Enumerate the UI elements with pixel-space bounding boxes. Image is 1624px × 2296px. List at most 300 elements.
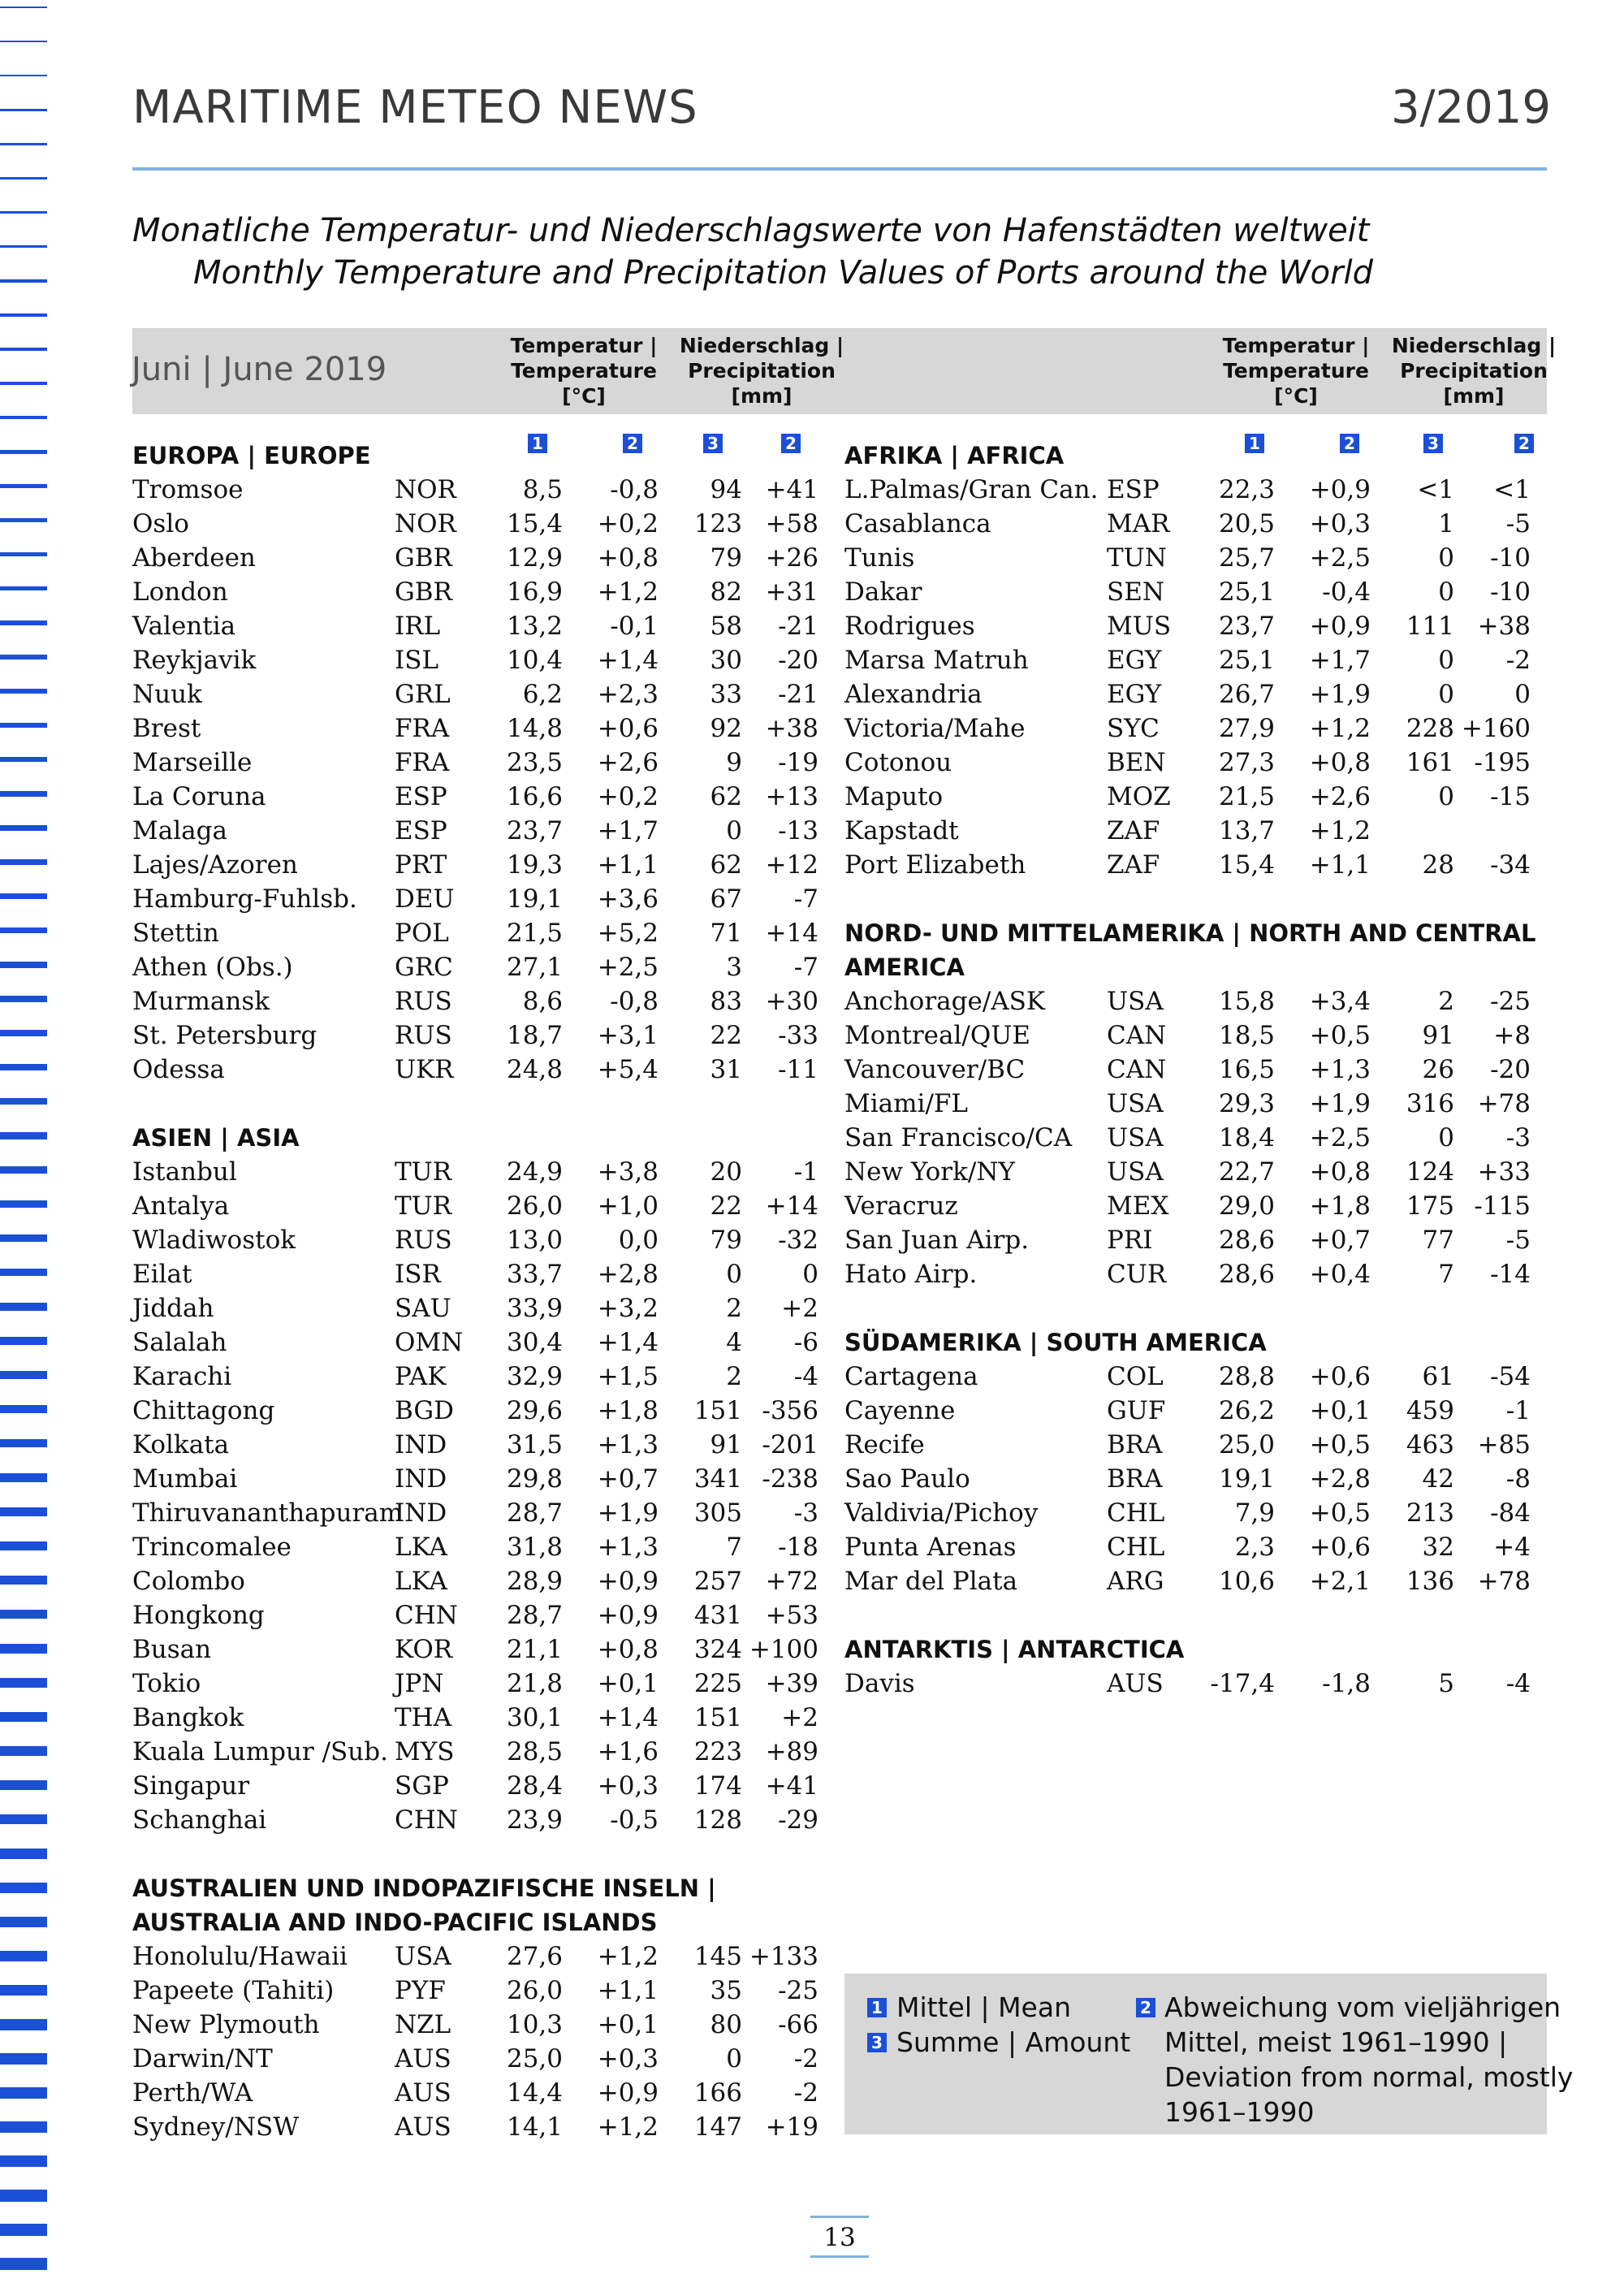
table-row [132,1223,818,1257]
table-row [844,1667,1531,1701]
port-name: San Juan Airp. [844,1226,1030,1255]
table-row [132,1325,818,1360]
port-name: Casablanca [844,509,991,538]
subtitle-german: Monatliche Temperatur- und Niederschlagswerte von Hafenstädten weltweit [132,212,1370,249]
temperature-deviation: +1,8 [1309,1191,1371,1221]
precipitation-header-de: Niederschlag | [1391,334,1557,357]
marker-deviation: 2 [1514,434,1534,453]
region-section [844,1632,1531,1701]
stripe [0,1712,47,1722]
precipitation-deviation: +39 [765,1669,818,1698]
precipitation-deviation: +19 [765,2112,818,2142]
precipitation-header-en: Precipitation [1400,359,1548,383]
table-row [132,746,818,780]
country-code: ARG [1107,1567,1164,1596]
precipitation-column-header-left [668,333,855,409]
port-name: Tokio [132,1669,201,1698]
temperature-deviation: +0,3 [1309,509,1371,538]
temperature-deviation: +5,2 [597,919,659,948]
port-name: Victoria/Mahe [844,714,1026,743]
table-row [132,1053,818,1087]
temperature-deviation: +0,3 [597,1771,659,1801]
port-name: Maputo [844,782,944,811]
temperature-deviation: +1,6 [597,1737,659,1766]
temperature-mean: 19,1 [506,884,563,914]
temperature-mean: 28,7 [506,1498,563,1528]
table-row [132,780,818,814]
precipitation-amount: 161 [1406,748,1454,777]
country-code: UKR [395,1055,454,1084]
precipitation-deviation: -84 [1490,1498,1531,1528]
temperature-mean: 29,0 [1218,1191,1275,1221]
precipitation-deviation: -3 [793,1498,818,1528]
stripe [0,382,47,385]
precipitation-amount: 28 [1422,850,1454,880]
country-code: SYC [1107,714,1160,743]
temperature-mean: 33,7 [506,1260,563,1289]
table-row [844,711,1531,746]
stripe [0,586,47,590]
stripe [0,2087,47,2099]
precipitation-amount: 228 [1406,714,1454,743]
temperature-deviation: +0,7 [597,1464,659,1494]
temperature-mean: 8,5 [522,475,563,504]
country-code: LKA [395,1567,447,1596]
region-title: SÜDAMERIKA | SOUTH AMERICA [844,1329,1267,1356]
port-name: Port Elizabeth [844,850,1026,880]
port-name: Hamburg-Fuhlsb. [132,884,357,914]
port-name: La Coruna [132,782,266,811]
table-row [844,1394,1531,1428]
issue-number: 3/2019 [1390,81,1551,134]
stripe [0,1405,47,1413]
table-row [132,677,818,711]
country-code: AUS [395,2078,451,2108]
precipitation-deviation: -54 [1490,1362,1531,1391]
temperature-mean: 6,2 [522,680,563,709]
country-code: ESP [1107,475,1160,504]
port-name: Davis [844,1669,915,1698]
port-name: Bangkok [132,1703,244,1732]
stripe [0,484,47,488]
table-row [132,1974,818,2008]
temperature-mean: 22,7 [1218,1157,1275,1187]
temperature-mean: 28,8 [1218,1362,1275,1391]
country-code: BRA [1107,1464,1163,1494]
port-name: Oslo [132,509,189,538]
temperature-deviation: +1,5 [597,1362,659,1391]
magazine-title: MARITIME METEO NEWS [132,81,698,134]
temperature-deviation: +0,1 [1309,1396,1371,1425]
table-row [132,2076,818,2110]
temperature-deviation: -0,4 [1322,577,1371,607]
temperature-mean: 18,4 [1218,1123,1275,1152]
stripe [0,1269,47,1276]
precipitation-amount: 20 [710,1157,742,1187]
port-name: Athen (Obs.) [132,953,293,982]
country-code: NZL [395,2010,451,2039]
country-code: ESP [395,782,447,811]
temperature-deviation: +1,7 [1309,646,1371,675]
country-code: ZAF [1107,816,1160,845]
temperature-deviation: +1,0 [597,1191,659,1221]
stripe [0,825,47,831]
temperature-deviation: +0,8 [597,1635,659,1664]
port-name: Brest [132,714,201,743]
precipitation-amount: 111 [1406,612,1454,641]
stripe [0,757,47,762]
precipitation-amount: 0 [726,816,742,845]
precipitation-deviation: -21 [778,680,818,709]
temperature-deviation: +1,3 [1309,1055,1371,1084]
country-code: ZAF [1107,850,1160,880]
temperature-header-de: Temperatur | [1222,334,1370,357]
temperature-deviation: +0,4 [1309,1260,1371,1289]
precipitation-deviation: -13 [778,816,818,845]
temperature-mean: 30,1 [506,1703,563,1732]
temperature-deviation: +1,1 [597,1976,659,2005]
country-code: JPN [395,1669,444,1698]
precipitation-amount: 0 [726,2044,742,2073]
table-row [844,575,1531,609]
temperature-mean: 23,9 [506,1805,563,1835]
precipitation-amount: 257 [693,1567,742,1596]
stripe [0,1030,47,1036]
stripe [0,1473,47,1482]
stripe [0,450,47,454]
temperature-deviation: +2,3 [597,680,659,709]
temperature-deviation: +2,5 [1309,1123,1371,1152]
country-code: RUS [395,1021,452,1050]
temperature-mean: 31,5 [506,1430,563,1459]
stripe [0,962,47,968]
precipitation-deviation: -238 [762,1464,818,1494]
temperature-mean: 18,5 [1218,1021,1275,1050]
port-name: Punta Arenas [844,1533,1017,1562]
stripe [0,1917,47,1927]
temperature-deviation: +1,2 [597,2112,659,2142]
table-row [844,677,1531,711]
region-title: NORD- UND MITTELAMERIKA | NORTH AND CENTRAL [844,919,1536,947]
precipitation-amount: 79 [710,1226,742,1255]
table-row [132,1769,818,1803]
country-code: MEX [1107,1191,1169,1221]
temperature-deviation: +0,9 [1309,475,1371,504]
stripe [0,927,47,933]
temperature-header-en: Temperature [1223,359,1369,383]
table-row [844,1121,1531,1155]
region-title: ANTARKTIS | ANTARCTICA [844,1636,1185,1663]
precipitation-amount: 62 [710,782,742,811]
temperature-deviation: +1,7 [597,816,659,845]
temperature-deviation: +0,2 [597,509,659,538]
precipitation-deviation: -10 [1490,577,1531,607]
temperature-mean: 29,8 [506,1464,563,1494]
stripe [0,1371,47,1379]
region-section [844,916,1536,1291]
country-code: IND [395,1464,447,1494]
precipitation-deviation: 0 [1514,680,1531,709]
temperature-deviation: +5,4 [597,1055,659,1084]
port-name: Hongkong [132,1601,265,1630]
temperature-deviation: +1,2 [597,577,659,607]
temperature-deviation: 0,0 [618,1226,659,1255]
temperature-deviation: +0,1 [597,1669,659,1698]
precipitation-amount: 26 [1422,1055,1454,1084]
country-code: RUS [395,987,452,1016]
temperature-mean: 13,2 [506,612,563,641]
precipitation-deviation: -115 [1474,1191,1531,1221]
country-code: AUS [395,2044,451,2073]
temperature-mean: 20,5 [1218,509,1275,538]
precipitation-deviation: +72 [765,1567,818,1596]
precipitation-amount: 2 [726,1362,742,1391]
temperature-mean: 16,5 [1218,1055,1275,1084]
precipitation-amount: 5 [1438,1669,1454,1698]
left-stripe-decoration [0,0,47,2296]
port-name: Eilat [132,1260,192,1289]
temperature-deviation: +0,9 [597,2078,659,2108]
table-row [132,1667,818,1701]
stripe [0,723,47,728]
legend-marker-deviation: 2 [1136,1998,1155,2017]
table-row [132,1735,818,1769]
precipitation-amount: 22 [710,1021,742,1050]
table-row [132,1564,818,1598]
port-name: Dakar [844,577,922,607]
precipitation-amount: 166 [693,2078,742,2108]
table-row [844,1428,1531,1462]
temperature-mean: 10,6 [1218,1567,1275,1596]
temperature-mean: 21,5 [506,919,563,948]
temperature-mean: 14,8 [506,714,563,743]
precipitation-header-de: Niederschlag | [679,334,844,357]
stripe [0,1814,47,1824]
stripe [0,41,47,42]
country-code: BRA [1107,1430,1163,1459]
temperature-mean: 25,1 [1218,577,1275,607]
table-row [844,848,1531,882]
temperature-deviation: +2,6 [1309,782,1371,811]
marker-deviation: 2 [623,434,642,453]
temperature-mean: 8,6 [522,987,563,1016]
country-code: PAK [395,1362,447,1391]
precipitation-deviation: +58 [765,509,818,538]
temperature-deviation: +2,1 [1309,1567,1371,1596]
port-name: Trincomalee [132,1533,292,1562]
precipitation-amount: 223 [693,1737,742,1766]
port-name: Anchorage/ASK [844,987,1046,1016]
country-code: CAN [1107,1055,1167,1084]
precipitation-amount: 145 [693,1942,742,1971]
country-code: AUS [395,2112,451,2142]
temperature-mean: 19,1 [1218,1464,1275,1494]
precipitation-deviation: -11 [778,1055,818,1084]
month-title: Juni | June 2019 [132,351,387,388]
precipitation-deviation: -4 [1505,1669,1531,1698]
precipitation-deviation: -7 [793,953,818,982]
country-code: TUN [1107,543,1167,573]
temperature-deviation: +2,8 [1309,1464,1371,1494]
precipitation-deviation: -10 [1490,543,1531,573]
precipitation-amount: 175 [1406,1191,1454,1221]
table-row [132,507,818,541]
table-row [132,1189,818,1223]
precipitation-deviation: -3 [1505,1123,1531,1152]
temperature-mean: 15,4 [506,509,563,538]
region-title: EUROPA | EUROPE [132,442,371,469]
stripe [0,996,47,1002]
table-row [132,541,818,575]
temperature-mean: 27,6 [506,1942,563,1971]
precipitation-deviation: +30 [765,987,818,1016]
precipitation-amount: 33 [710,680,742,709]
legend-box [844,1974,1574,2134]
precipitation-amount: 151 [693,1396,742,1425]
table-row [132,2008,818,2042]
country-code: GRC [395,953,453,982]
country-code: LKA [395,1533,447,1562]
stripe [0,1985,47,1995]
country-code: CHL [1107,1498,1165,1528]
country-code: NOR [395,509,456,538]
country-code: PRI [1107,1226,1153,1255]
table-row [132,643,818,677]
port-name: Veracruz [844,1191,958,1221]
temperature-deviation: +0,5 [1309,1430,1371,1459]
precipitation-amount: 128 [693,1805,742,1835]
port-name: Kuala Lumpur /Sub. [132,1737,388,1766]
temperature-header-unit: [°C] [562,384,606,408]
precipitation-amount: 32 [1422,1533,1454,1562]
country-code: GBR [395,577,452,607]
temperature-deviation: +1,2 [1309,714,1371,743]
country-code: MUS [1107,612,1172,641]
port-name: Singapur [132,1771,250,1801]
legend-deviation-line: Mittel, meist 1961–1990 | [1164,2026,1508,2058]
temperature-mean: 26,2 [1218,1396,1275,1425]
temperature-mean: 14,1 [506,2112,563,2142]
stripe [0,689,47,694]
temperature-deviation: +1,4 [597,1328,659,1357]
precipitation-deviation: +160 [1461,714,1531,743]
country-code: IND [395,1430,447,1459]
marker-mean: 1 [528,434,547,453]
country-code: EGY [1107,680,1162,709]
precipitation-deviation: -5 [1505,509,1531,538]
table-row [844,1496,1531,1530]
stripe [0,791,47,797]
table-row [844,1087,1531,1121]
temperature-mean: 14,4 [506,2078,563,2108]
table-row [132,1257,818,1291]
precipitation-deviation: +12 [765,850,818,880]
region-section [844,439,1531,882]
temperature-deviation: +0,9 [597,1567,659,1596]
table-row [132,1428,818,1462]
temperature-deviation: +0,5 [1309,1021,1371,1050]
precipitation-deviation: -201 [762,1430,818,1459]
temperature-deviation: +1,4 [597,646,659,675]
temperature-mean: 10,4 [506,646,563,675]
precipitation-deviation: +13 [765,782,818,811]
table-row [132,984,818,1018]
precipitation-amount: 316 [1406,1089,1454,1118]
temperature-mean: 26,7 [1218,680,1275,709]
temperature-mean: 28,6 [1218,1226,1275,1255]
temperature-mean: 21,1 [506,1635,563,1664]
stripe [0,109,47,111]
stripe [0,1610,47,1619]
port-name: Sydney/NSW [132,2112,300,2142]
table-row [132,916,818,950]
precipitation-amount: 213 [1406,1498,1454,1528]
temperature-deviation: +0,6 [1309,1362,1371,1391]
temperature-deviation: +0,6 [597,714,659,743]
stripe [0,2019,47,2030]
port-name: Schanghai [132,1805,267,1835]
precipitation-deviation: +100 [749,1635,818,1664]
table-row [844,1360,1531,1394]
precipitation-amount: 225 [693,1669,742,1698]
country-code: POL [395,919,449,948]
table-row [844,1530,1531,1564]
stripe [0,1439,47,1447]
precipitation-deviation: +8 [1493,1021,1531,1050]
legend-amount-text: Summe | Amount [896,2026,1131,2058]
port-name: Lajes/Azoren [132,850,298,880]
stripe [0,1132,47,1139]
port-name: Jiddah [132,1294,214,1323]
port-name: Istanbul [132,1157,237,1187]
port-name: Malaga [132,816,227,845]
precipitation-amount: 67 [710,884,742,914]
temperature-deviation: +0,8 [1309,748,1371,777]
legend-mean-text: Mittel | Mean [896,1991,1071,2023]
temperature-deviation: +0,9 [1309,612,1371,641]
temperature-deviation: -0,8 [610,475,659,504]
table-row [132,1803,818,1837]
temperature-mean: 19,3 [506,850,563,880]
temperature-mean: -17,4 [1210,1669,1275,1698]
region-title: AUSTRALIEN UND INDOPAZIFISCHE INSELN | [132,1874,716,1902]
stripe [0,655,47,659]
stripe [0,1098,47,1105]
precipitation-deviation: -4 [793,1362,818,1391]
precipitation-amount: 124 [1406,1157,1454,1187]
temperature-deviation: +1,9 [1309,680,1371,709]
precipitation-amount: 147 [693,2112,742,2142]
table-row [132,814,818,848]
temperature-deviation: -0,1 [610,612,659,641]
precipitation-deviation: 0 [802,1260,818,1289]
table-row [132,609,818,643]
precipitation-header-unit: [mm] [1443,384,1505,408]
country-code: GBR [395,543,452,573]
precipitation-deviation: -2 [793,2044,818,2073]
stripe [0,1064,47,1070]
region-section [844,1325,1531,1598]
temperature-mean: 7,9 [1234,1498,1275,1528]
precipitation-deviation: +133 [749,1942,818,1971]
table-row [844,746,1531,780]
country-code: BEN [1107,748,1166,777]
marker-amount: 3 [1423,434,1443,453]
temperature-deviation: +1,1 [597,850,659,880]
port-name: San Francisco/CA [844,1123,1073,1152]
table-row [844,541,1531,575]
precipitation-deviation: +41 [765,475,818,504]
